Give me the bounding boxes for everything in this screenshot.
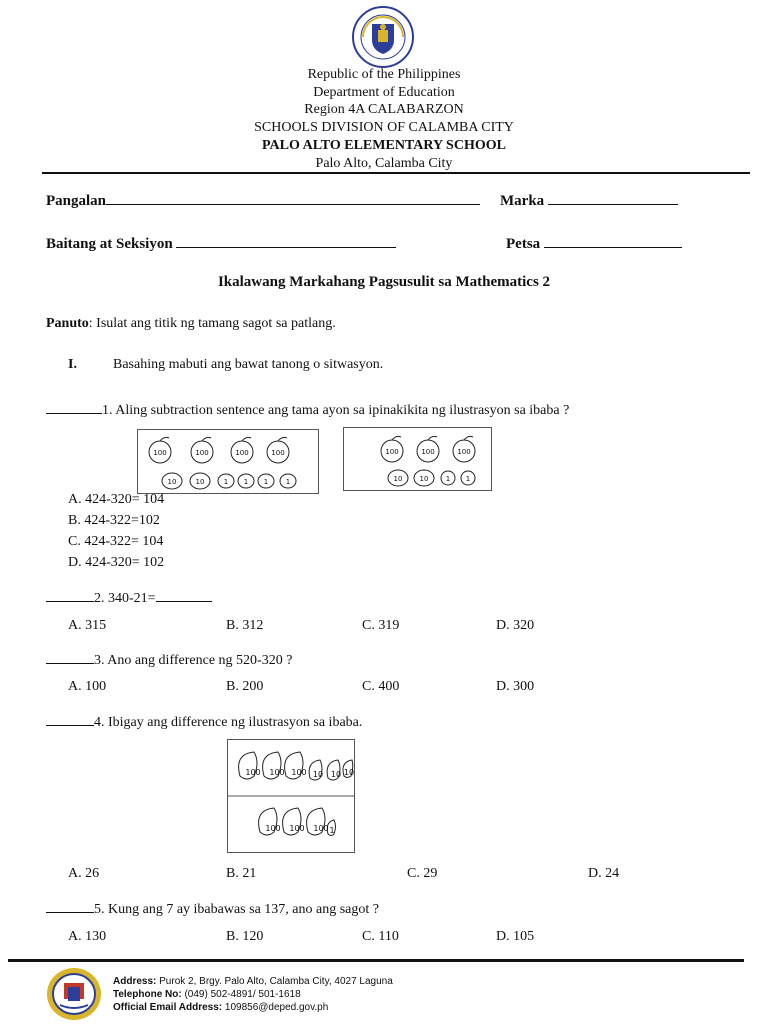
q1-box1-bottom-label-3: 1 <box>223 478 229 486</box>
header-divider <box>42 172 750 174</box>
answer-blank-4[interactable] <box>46 711 94 726</box>
question-2 <box>46 587 212 607</box>
q1-box1-bottom-label-6: 1 <box>285 478 291 486</box>
q1-box2-top-label-1: 100 <box>385 448 399 456</box>
header-line-3: Region 4A CALABARZON <box>304 102 464 117</box>
q3-choice-b[interactable]: B. 200 <box>226 679 264 694</box>
school-seal-logo <box>46 967 102 1021</box>
footer-address <box>113 976 393 988</box>
instructions-label: Panuto <box>46 316 89 331</box>
question-3-text: 3. Ano ang difference ng 520-320 ? <box>94 653 293 668</box>
q1-box2-bottom-label-4: 1 <box>465 475 471 483</box>
score-label: Marka <box>500 193 545 209</box>
q1-choice-b[interactable]: B. 424-322=102 <box>68 513 160 528</box>
mangoes-illustration <box>228 740 354 852</box>
date-label: Petsa <box>506 236 541 252</box>
q1-box2-bottom-label-2: 10 <box>419 475 429 483</box>
q4-bottom-label-3: 100 <box>313 824 329 833</box>
answer-blank-5[interactable] <box>46 898 94 913</box>
q1-box1-top-label-2: 100 <box>195 449 209 457</box>
q4-bottom-label-2: 100 <box>289 824 305 833</box>
header-line-4: SCHOOLS DIVISION OF CALAMBA CITY <box>254 120 514 135</box>
footer-phone-label: Telephone No: <box>113 989 182 1000</box>
q4-top-label-3: 100 <box>291 768 307 777</box>
q4-choice-b[interactable]: B. 21 <box>226 866 257 881</box>
apples-illustration-1 <box>138 430 318 493</box>
answer-blank-2[interactable] <box>46 587 94 602</box>
question-3 <box>46 649 292 669</box>
q1-illustration-box-1 <box>137 429 319 494</box>
answer-blank-1[interactable] <box>46 399 102 414</box>
name-blank[interactable] <box>106 190 480 205</box>
section-text: Basahing mabuti ang bawat tanong o sitwasyon. <box>113 357 384 372</box>
date-blank[interactable] <box>544 233 682 248</box>
footer-address-label: Address: <box>113 976 157 987</box>
q2-result-blank[interactable] <box>156 587 212 602</box>
q1-box1-bottom-label-5: 1 <box>263 478 269 486</box>
footer-phone <box>113 989 301 1001</box>
q4-bottom-label-4: 1 <box>329 826 335 835</box>
date-field[interactable] <box>506 233 682 253</box>
q4-top-label-6: 10 <box>343 768 354 777</box>
q5-choice-b[interactable]: B. 120 <box>226 929 264 944</box>
q2-choice-a[interactable]: A. 315 <box>68 618 107 633</box>
exam-title: Ikalawang Markahang Pagsusulit sa Mathematics 2 <box>217 274 551 290</box>
q1-illustration-box-2 <box>343 427 492 491</box>
name-field[interactable] <box>46 190 480 210</box>
school-name: PALO ALTO ELEMENTARY SCHOOL <box>262 138 506 153</box>
footer-divider <box>8 959 744 962</box>
answer-blank-3[interactable] <box>46 649 94 664</box>
header-line-2: Department of Education <box>313 85 455 100</box>
q4-choice-d[interactable]: D. 24 <box>588 866 620 881</box>
q4-top-label-2: 100 <box>269 768 285 777</box>
q4-choice-c[interactable]: C. 29 <box>407 866 438 881</box>
q1-choice-d[interactable]: D. 424-320= 102 <box>68 555 165 570</box>
footer-email-label: Official Email Address: <box>113 1002 223 1013</box>
q1-box2-top-label-2: 100 <box>421 448 435 456</box>
q1-box1-bottom-label-4: 1 <box>243 478 249 486</box>
q1-box1-top-label-3: 100 <box>235 449 249 457</box>
section-number: I. <box>68 357 77 372</box>
q2-choice-b[interactable]: B. 312 <box>226 618 264 633</box>
footer-email <box>113 1002 328 1014</box>
q1-box2-bottom-label-1: 10 <box>393 475 403 483</box>
question-4 <box>46 711 362 731</box>
grade-section-blank[interactable] <box>176 233 396 248</box>
q1-choice-c[interactable]: C. 424-322= 104 <box>68 534 164 549</box>
grade-section-label: Baitang at Seksiyon <box>46 236 173 252</box>
q2-choice-c[interactable]: C. 319 <box>362 618 400 633</box>
q3-choice-c[interactable]: C. 400 <box>362 679 400 694</box>
instructions-text: : Isulat ang titik ng tamang sagot sa patlang. <box>88 316 336 331</box>
footer-address-value: Purok 2, Brgy. Palo Alto, Calamba City, 4027 Laguna <box>156 976 393 987</box>
q2-choice-d[interactable]: D. 320 <box>496 618 535 633</box>
footer-phone-value: (049) 502-4891/ 501-1618 <box>181 989 301 1000</box>
q1-box1-bottom-label-2: 10 <box>195 478 205 486</box>
footer-email-value[interactable]: 109856@deped.gov.ph <box>222 1002 329 1013</box>
question-4-text: 4. Ibigay ang difference ng ilustrasyon sa ibaba. <box>94 715 363 730</box>
apples-illustration-2 <box>344 428 491 490</box>
q3-choice-d[interactable]: D. 300 <box>496 679 535 694</box>
school-location: Palo Alto, Calamba City <box>315 156 453 171</box>
question-5 <box>46 898 379 918</box>
q4-choice-a[interactable]: A. 26 <box>68 866 100 881</box>
question-5-text: 5. Kung ang 7 ay ibabawas sa 137, ano ang sagot ? <box>94 902 379 917</box>
score-blank[interactable] <box>548 190 678 205</box>
q1-box2-bottom-label-3: 1 <box>445 475 451 483</box>
q3-choice-a[interactable]: A. 100 <box>68 679 107 694</box>
instructions <box>46 316 336 332</box>
q4-illustration-box <box>227 739 355 853</box>
q1-choice-a[interactable]: A. 424-320= 104 <box>68 492 165 507</box>
question-1 <box>46 399 569 419</box>
q5-choice-c[interactable]: C. 110 <box>362 929 399 944</box>
q4-top-label-1: 100 <box>245 768 261 777</box>
question-1-text: 1. Aling subtraction sentence ang tama ayon sa ipinakikita ng ilustrasyon sa ibaba ? <box>102 403 570 418</box>
q5-choice-d[interactable]: D. 105 <box>496 929 535 944</box>
header-line-1: Republic of the Philippines <box>307 67 461 82</box>
question-2-text: 2. 340-21= <box>94 591 156 606</box>
q4-bottom-label-1: 100 <box>265 824 281 833</box>
grade-section-field[interactable] <box>46 233 396 253</box>
q1-box1-top-label-1: 100 <box>153 449 167 457</box>
q1-box1-top-label-4: 100 <box>271 449 285 457</box>
name-label: Pangalan <box>46 193 107 209</box>
q1-box1-bottom-label-1: 10 <box>167 478 177 486</box>
deped-seal-logo <box>352 6 414 68</box>
q5-choice-a[interactable]: A. 130 <box>68 929 107 944</box>
q4-top-label-4: 10 <box>312 770 324 779</box>
score-field[interactable] <box>500 190 678 210</box>
q1-box2-top-label-3: 100 <box>457 448 471 456</box>
q4-top-label-5: 10 <box>330 770 342 779</box>
